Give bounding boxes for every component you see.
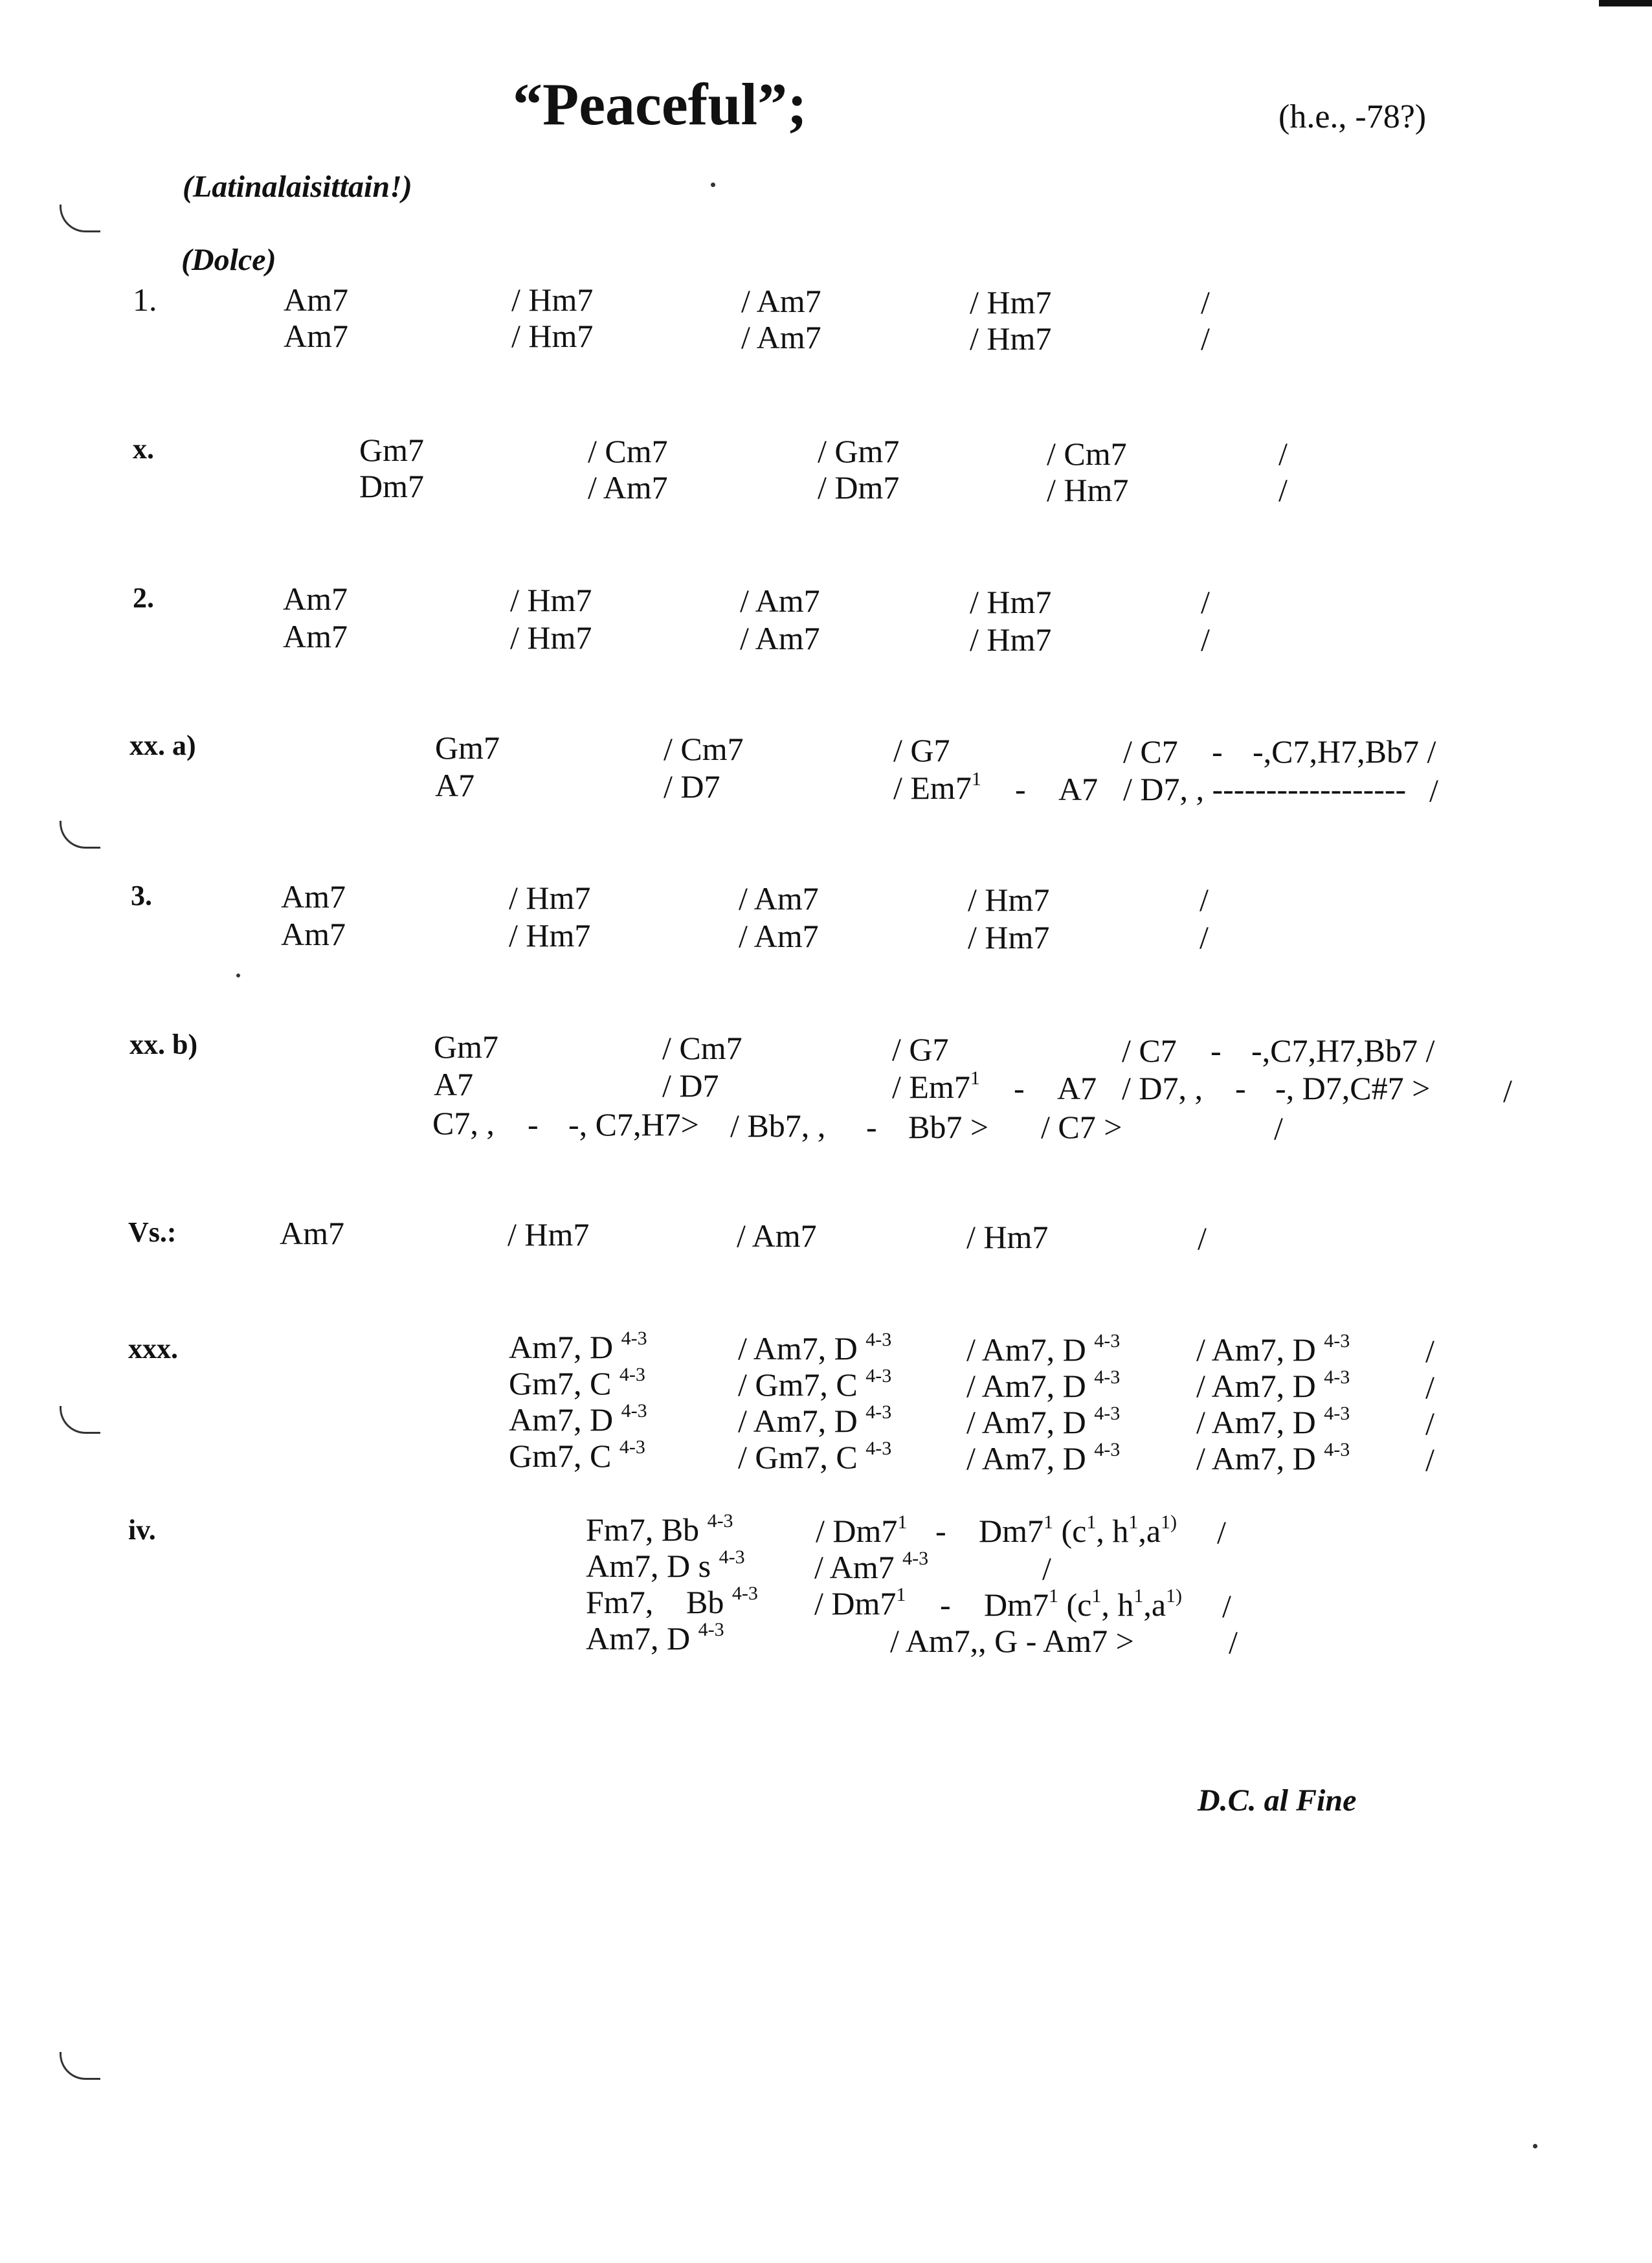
section-label: 1. bbox=[133, 282, 157, 318]
chord: Am7 bbox=[283, 618, 348, 654]
dash: - bbox=[1212, 733, 1223, 770]
barline: / bbox=[1274, 1110, 1283, 1146]
barline: / bbox=[1278, 472, 1288, 508]
barline: / bbox=[1425, 1333, 1434, 1369]
speck bbox=[236, 974, 240, 977]
chord: / Am7, D $^{4-3}$ bbox=[738, 1329, 892, 1366]
chord: / $Dm7^1$ bbox=[816, 1511, 908, 1549]
scan-edge-mark bbox=[1599, 0, 1652, 6]
chord: / Cm7 bbox=[588, 433, 668, 469]
section-label: xx. a) bbox=[129, 730, 196, 761]
chord: Gm7 bbox=[359, 432, 424, 468]
speck bbox=[1533, 2144, 1537, 2148]
chord: Am7, D $^{4-3}$ bbox=[509, 1328, 647, 1365]
chord: / Hm7 bbox=[510, 582, 592, 618]
chord: / Hm7 bbox=[970, 584, 1052, 620]
dash: - bbox=[1014, 1070, 1025, 1106]
barline: / bbox=[1425, 1369, 1434, 1405]
punch-hole-mark bbox=[60, 1406, 100, 1434]
style-marking: (Latinalaisittain!) bbox=[183, 170, 412, 204]
chord: / G7 bbox=[893, 732, 950, 768]
chord: / Am7, D $^{4-3}$ bbox=[1196, 1330, 1350, 1368]
dynamic-marking: (Dolce) bbox=[181, 243, 276, 277]
barline: / bbox=[1198, 1220, 1207, 1256]
chord: Gm7 bbox=[434, 1029, 498, 1065]
chord: / Hm7 bbox=[511, 282, 594, 318]
chord: / Am7 bbox=[740, 583, 820, 619]
chord: / Am7,, G - Am7 > bbox=[890, 1623, 1134, 1659]
barline: / bbox=[1200, 882, 1209, 918]
chord: / Gm7, C $^{4-3}$ bbox=[738, 1365, 892, 1403]
chord: / Cm7 bbox=[1047, 436, 1127, 472]
chord: / D7 bbox=[664, 768, 720, 805]
chord: / Cm7 bbox=[664, 731, 744, 767]
barline: / bbox=[1200, 919, 1209, 955]
chord: / Hm7 bbox=[970, 621, 1052, 658]
chord: A7 bbox=[435, 767, 475, 803]
chord: / Hm7 bbox=[509, 880, 591, 916]
song-title: “Peaceful”; bbox=[513, 71, 807, 137]
section-label: xxx. bbox=[128, 1333, 178, 1365]
chord: / G7 bbox=[892, 1031, 949, 1067]
chord: / Cm7 bbox=[662, 1030, 742, 1066]
dash: - bbox=[1211, 1032, 1222, 1069]
section-label: x. bbox=[133, 433, 154, 465]
chord: / Am7, D $^{4-3}$ bbox=[1196, 1403, 1350, 1440]
chord: / Hm7 bbox=[511, 318, 594, 354]
section-label: iv. bbox=[128, 1514, 156, 1546]
chord: / Am7, D $^{4-3}$ bbox=[738, 1401, 892, 1439]
barline: / bbox=[1201, 584, 1210, 620]
chord: / Am7 bbox=[588, 469, 668, 506]
dash: - bbox=[866, 1109, 877, 1145]
chord: / Am7, D $^{4-3}$ bbox=[966, 1330, 1121, 1368]
chord: Dm7 bbox=[359, 468, 424, 504]
chord: / Hm7 bbox=[510, 619, 592, 656]
section-label: 3. bbox=[131, 880, 152, 911]
dash: - bbox=[1015, 771, 1026, 807]
section-label: xx. b) bbox=[129, 1029, 198, 1060]
punch-hole-mark bbox=[60, 2052, 100, 2080]
punch-hole-mark bbox=[60, 821, 100, 849]
barline: / bbox=[1229, 1624, 1238, 1660]
dc-al-fine-marking: D.C. al Fine bbox=[1198, 1783, 1357, 1818]
chord: / $Em7^1$ bbox=[892, 1067, 980, 1105]
chord: / Am7, D $^{4-3}$ bbox=[966, 1366, 1121, 1404]
chord: / Gm7, C $^{4-3}$ bbox=[738, 1438, 892, 1475]
chord: C7, , bbox=[432, 1105, 495, 1141]
dash: - bbox=[1235, 1070, 1246, 1106]
chord: / Am7 bbox=[741, 283, 821, 319]
chord: Am7 bbox=[281, 916, 346, 952]
punch-hole-mark bbox=[60, 205, 100, 232]
chord: Bb $^{4-3}$ bbox=[686, 1583, 758, 1620]
barline: / bbox=[1425, 1442, 1434, 1478]
chord: / Hm7 bbox=[509, 917, 591, 953]
chord: Fm7, bbox=[586, 1584, 654, 1620]
chord: / Am7 bbox=[741, 319, 821, 355]
chord: $Dm7^1$ ($c^1$, $h^1,a^{1)}$ bbox=[979, 1511, 1178, 1549]
chord: / Am7 $^{4-3}$ bbox=[814, 1548, 929, 1585]
chord: / Hm7 bbox=[1047, 472, 1129, 508]
barline: / bbox=[1425, 1405, 1434, 1442]
chord: -, C7,H7> bbox=[568, 1106, 699, 1143]
chord: Am7 bbox=[284, 282, 348, 318]
chord: / Hm7 bbox=[970, 284, 1052, 320]
barline: / bbox=[1201, 320, 1210, 357]
chord: / Am7, D $^{4-3}$ bbox=[966, 1403, 1121, 1440]
barline: / bbox=[1222, 1588, 1231, 1624]
chord: Gm7, C $^{4-3}$ bbox=[509, 1364, 645, 1401]
chord: / Hm7 bbox=[968, 882, 1050, 918]
barline: / bbox=[1042, 1550, 1051, 1587]
chord: A7 bbox=[1057, 1070, 1097, 1106]
chord: / Am7 bbox=[740, 620, 820, 656]
chord: A7 bbox=[1058, 771, 1099, 807]
chord: / C7 > bbox=[1041, 1109, 1122, 1145]
chord: $Dm7^1$ ($c^1$, $h^1,a^{1)}$ bbox=[984, 1585, 1183, 1623]
author-date-note: (h.e., -78?) bbox=[1278, 98, 1427, 135]
barline: / bbox=[1429, 772, 1438, 808]
chord: / D7 bbox=[662, 1067, 719, 1104]
barline: / bbox=[1201, 621, 1210, 658]
chord: -, D7,C#7 > bbox=[1275, 1070, 1431, 1106]
chord: / Am7, D $^{4-3}$ bbox=[1196, 1366, 1350, 1404]
chord: / Gm7 bbox=[818, 433, 900, 469]
chord: / C7 bbox=[1123, 733, 1178, 770]
chord: -,C7,H7,Bb7 / bbox=[1251, 1032, 1435, 1069]
chord: / Dm7 bbox=[818, 469, 900, 506]
dash: - bbox=[935, 1513, 946, 1549]
barline: / bbox=[1503, 1073, 1512, 1109]
chord: Am7 bbox=[284, 318, 348, 354]
chord: / $Dm7^1$ bbox=[814, 1584, 906, 1622]
barline: / bbox=[1201, 284, 1210, 320]
chord: / Am7, D $^{4-3}$ bbox=[1196, 1439, 1350, 1477]
barline: / bbox=[1278, 436, 1288, 472]
chord: Fm7, Bb $^{4-3}$ bbox=[586, 1510, 733, 1548]
chord: Bb7 > bbox=[908, 1109, 989, 1145]
speck bbox=[711, 183, 715, 187]
chord: Am7, D s $^{4-3}$ bbox=[586, 1546, 745, 1584]
chord: / Am7 bbox=[739, 880, 819, 917]
chord: Am7, D $^{4-3}$ bbox=[586, 1619, 724, 1656]
chord: Gm7 bbox=[435, 730, 500, 766]
chord: / D7, , ------------------ bbox=[1123, 771, 1407, 807]
chord: A7 bbox=[434, 1066, 474, 1102]
chord: / Hm7 bbox=[968, 919, 1050, 955]
chord: / Hm7 bbox=[970, 320, 1052, 357]
chord: Am7 bbox=[283, 581, 348, 617]
chord: / Am7, D $^{4-3}$ bbox=[966, 1439, 1121, 1477]
chord: / Am7 bbox=[739, 918, 819, 954]
chord: / C7 bbox=[1122, 1032, 1177, 1069]
chord: / Hm7 bbox=[966, 1219, 1049, 1255]
chord: Am7, D $^{4-3}$ bbox=[509, 1400, 647, 1438]
chord: / D7, , bbox=[1122, 1070, 1203, 1106]
chord: / Bb7, , bbox=[730, 1108, 826, 1144]
chord: Am7 bbox=[281, 878, 346, 915]
section-label: Vs.: bbox=[128, 1216, 177, 1248]
dash: - bbox=[528, 1106, 539, 1143]
chord: Gm7, C $^{4-3}$ bbox=[509, 1436, 645, 1474]
chord: / Am7 bbox=[737, 1218, 817, 1254]
chord: / Hm7 bbox=[508, 1216, 590, 1253]
dash: - bbox=[940, 1587, 951, 1623]
chord: / $Em7^1$ bbox=[893, 768, 981, 806]
barline: / bbox=[1217, 1514, 1226, 1550]
section-label: 2. bbox=[133, 582, 154, 614]
chord: Am7 bbox=[280, 1215, 344, 1251]
chord: -,C7,H7,Bb7 / bbox=[1253, 733, 1436, 770]
